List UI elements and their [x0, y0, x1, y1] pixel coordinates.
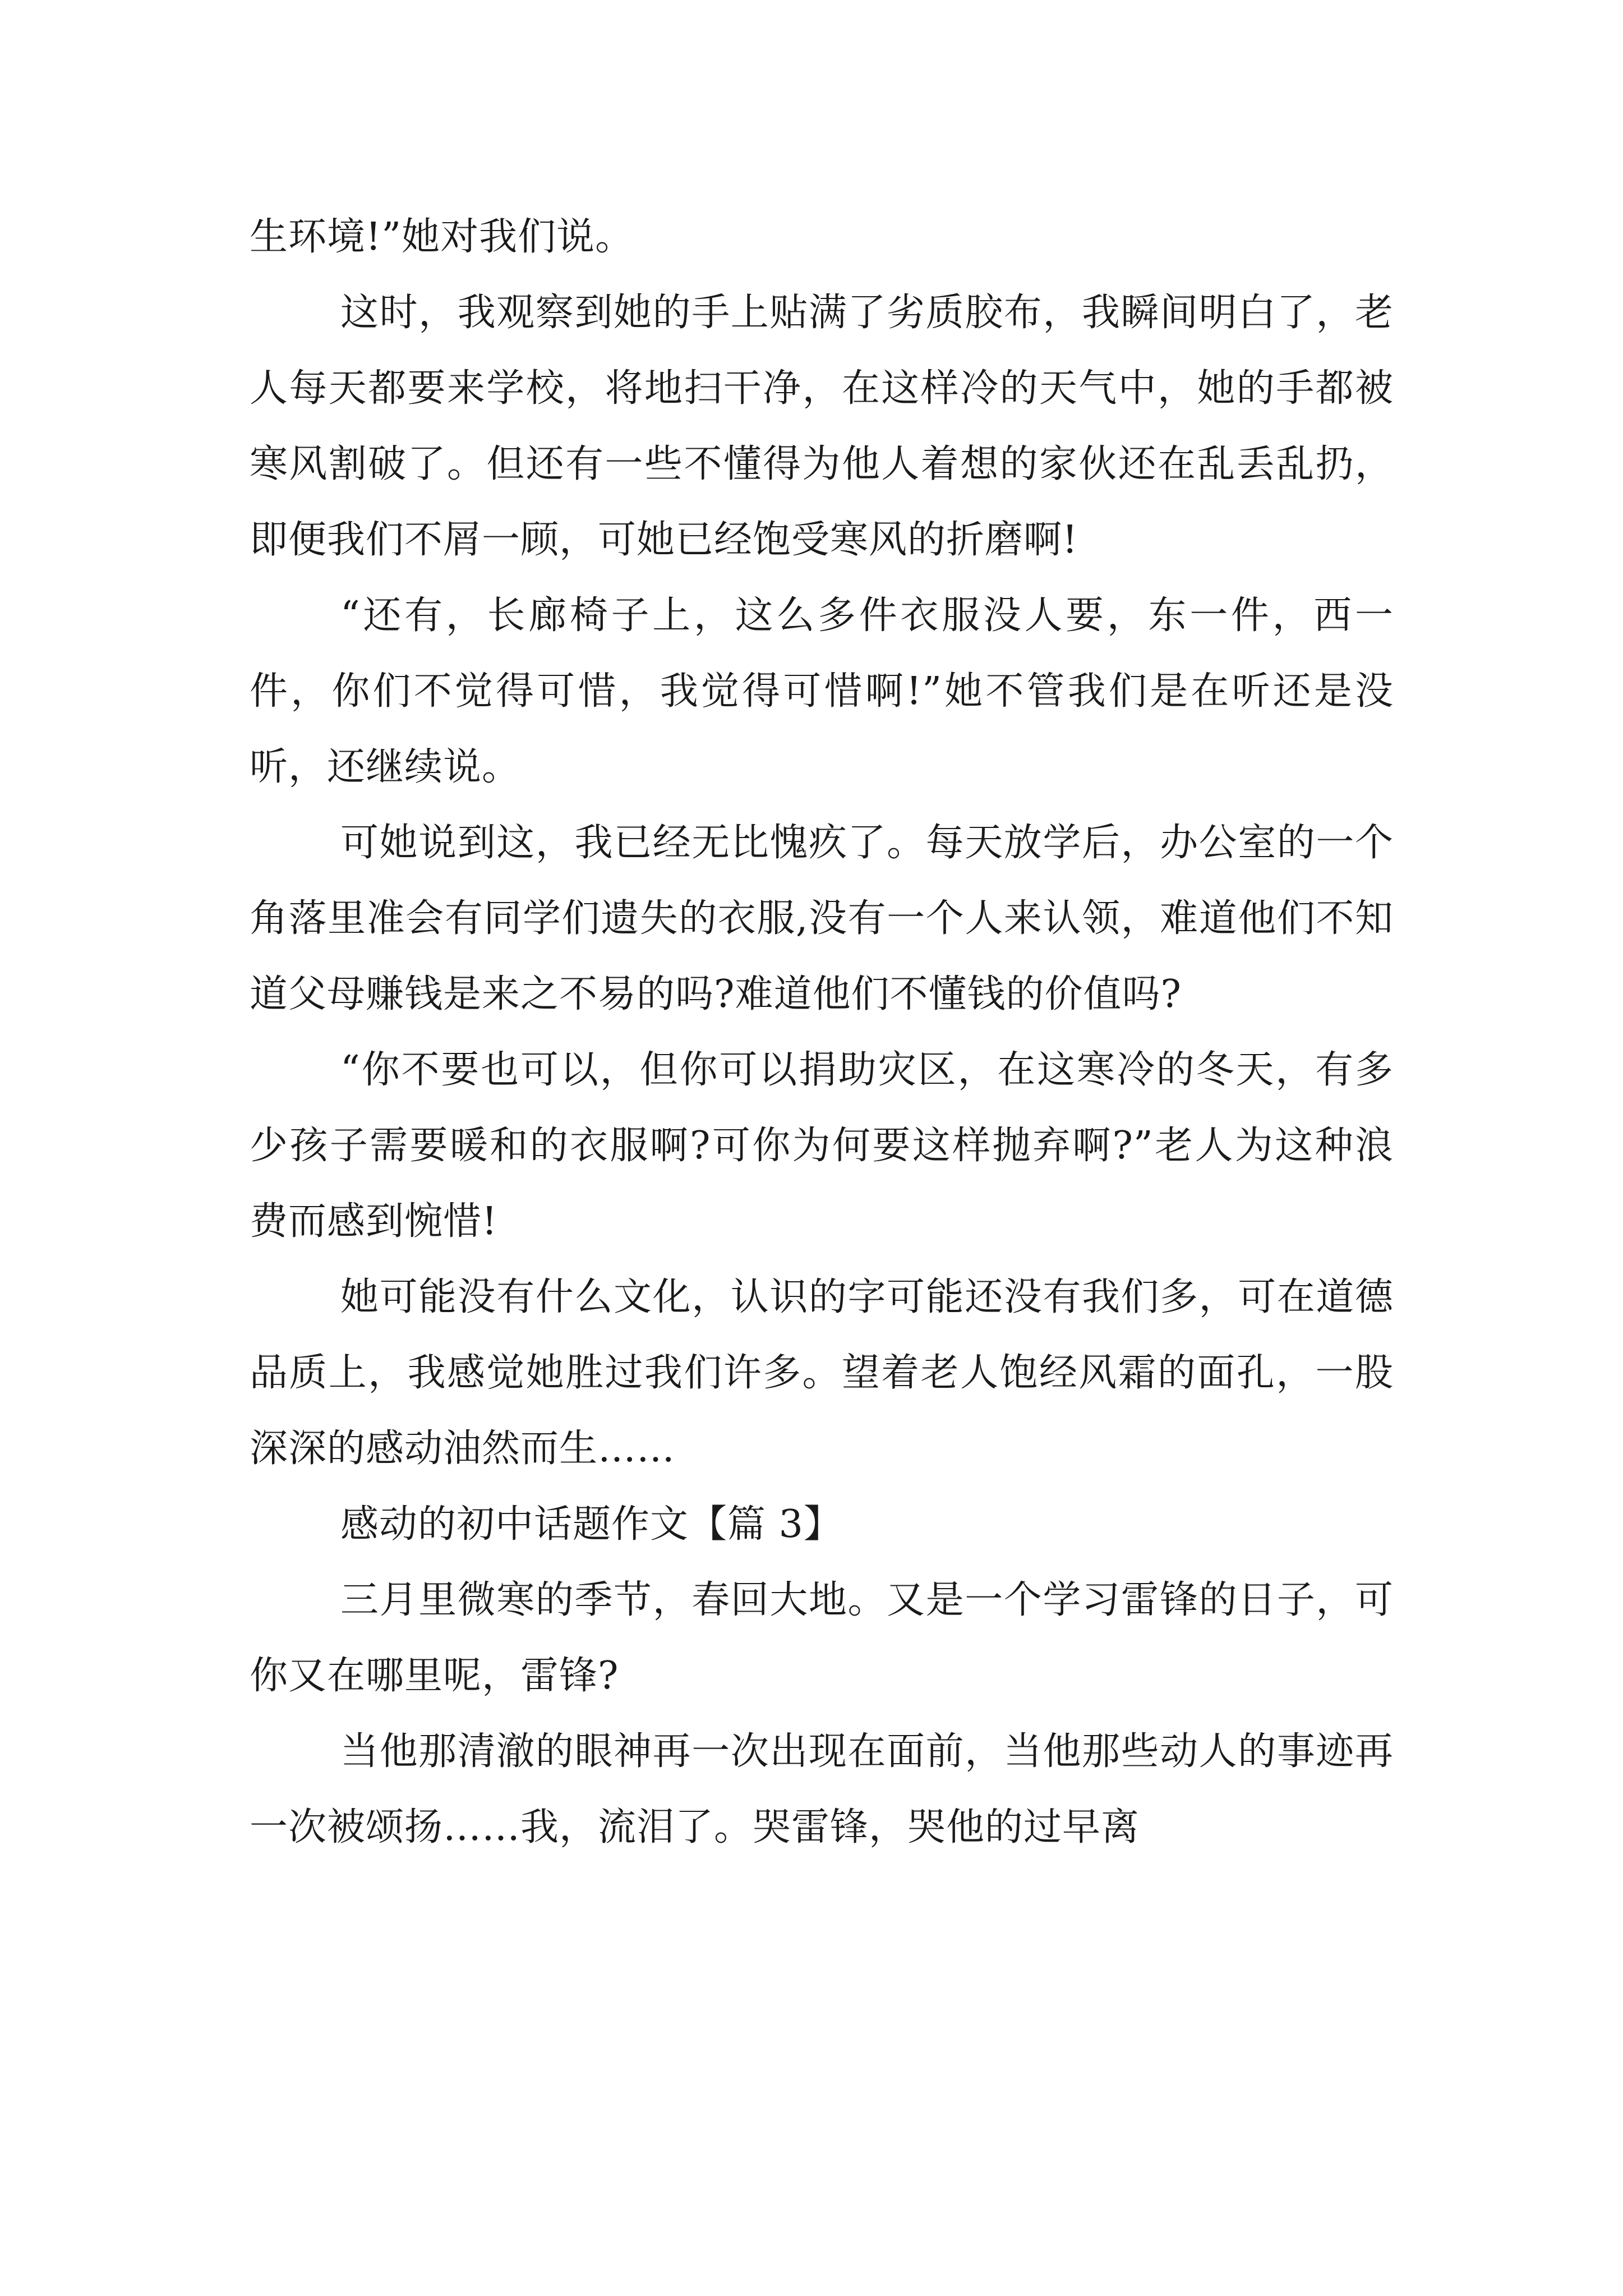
paragraph: 三月里微寒的季节，春回大地。又是一个学习雷锋的日子，可你又在哪里呢，雷锋?: [250, 1578, 1394, 1698]
paragraph: 她可能没有什么文化，认识的字可能还没有我们多，可在道德品质上，我感觉她胜过我们许多。望着老人饱经风霜的面孔，一股深深的感动油然而生……: [250, 1275, 1394, 1471]
paragraph: “还有，长廊椅子上，这么多件衣服没人要，东一件，西一件，你们不觉得可惜，我觉得可惜啊!”她不管我们是在听还是没听，还继续说。: [250, 593, 1394, 789]
document-body: [250, 199, 1394, 1865]
section-heading: 感动的初中话题作文【篇 3】: [340, 1502, 842, 1547]
paragraph-continued: 生环境!”她对我们说。: [250, 215, 634, 259]
paragraph: 这时，我观察到她的手上贴满了劣质胶布，我瞬间明白了，老人每天都要来学校，将地扫干净，在这样冷的天气中，她的手都被寒风割破了。但还有一些不懂得为他人着想的家伙还在乱丢乱扔，即便我们不屑一顾，可她已经饱受寒风的折磨啊!: [250, 291, 1394, 562]
paragraph: 当他那清澈的眼神再一次出现在面前，当他那些动人的事迹再一次被颂扬……我，流泪了。哭雷锋，哭他的过早离: [250, 1729, 1394, 1849]
paragraph: “你不要也可以，但你可以捐助灾区，在这寒冷的冬天，有多少孩子需要暖和的衣服啊?可你为何要这样抛弃啊?”老人为这种浪费而感到惋惜!: [250, 1048, 1394, 1244]
paragraph: 可她说到这，我已经无比愧疚了。每天放学后，办公室的一个角落里准会有同学们遗失的衣服,没有一个人来认领，难道他们不知道父母赚钱是来之不易的吗?难道他们不懂钱的价值吗?: [250, 821, 1394, 1016]
